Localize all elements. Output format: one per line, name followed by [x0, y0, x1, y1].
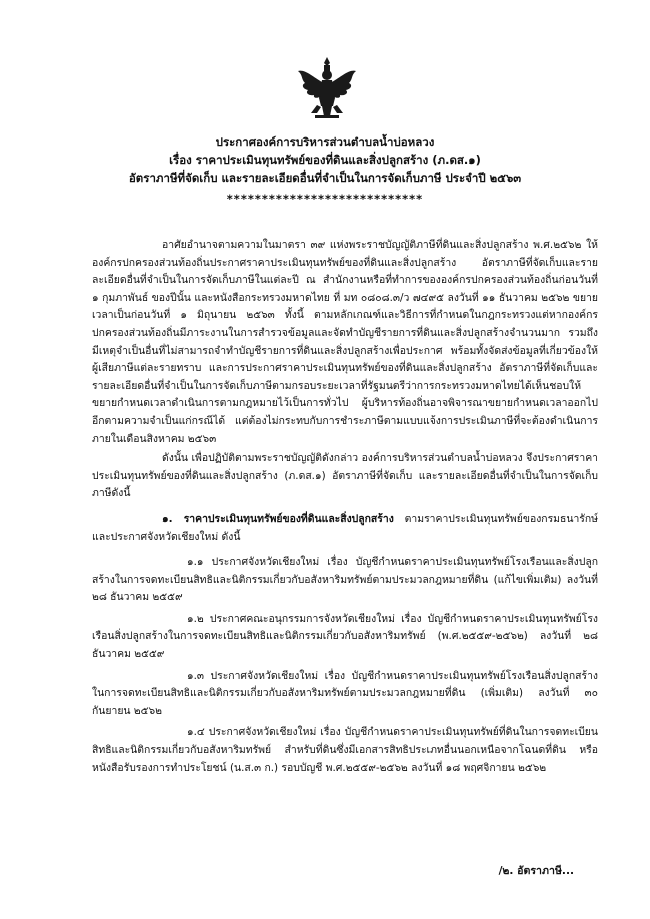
header-tax-rate-line: อัตราภาษีที่จัดเก็บ และรายละเอียดอื่นที่จำเป็นในการจัดเก็บภาษี ประจำปี ๒๕๖๓ — [128, 171, 522, 185]
section-1-heading: ๑. ราคาประเมินทุนทรัพย์ของที่ดินและสิ่งปลูกสร้าง — [162, 512, 394, 525]
section-1-paragraph — [92, 511, 598, 546]
intro-paragraph: อาศัยอำนาจตามความในมาตรา ๓๙ แห่งพระราชบัญญัติภาษีที่ดินและสิ่งปลูกสร้าง พ.ศ.๒๕๖๒ ให้องค์กรปกครองส่วนท้องถิ่นประกาศราคาประเมินทุนทรัพย์ของที่ดินและสิ่งปลูกสร้าง อัตราภาษีที่จัดเก็บและรายละเอียดอื่นที่จำเป็นในการจัดเก็บภาษีในแต่ละปี ณ สำนักงานหรือที่ทำการขององค์กรปกครองส่วนท้องถิ่นก่อนวันที่ ๑ กุมภาพันธ์ ของปีนั้น และหนังสือกระทรวงมหาดไทย ที่ มท ๐๘๐๘.๓/ว ๗๔๙๕ ลงวันที่ ๑๑ ธันวาคม ๒๕๖๒ ขยายเวลาเป็นก่อนวันที่ ๑ มิถุนายน ๒๕๖๓ ทั้งนี้ ตามหลักเกณฑ์และวิธีการที่กำหนดในกฎกระทรวงแต่หากองค์กรปกครองส่วนท้องถิ่นมีภาระงานในการสำรวจข้อมูลและจัดทำบัญชีรายการที่ดินและสิ่งปลูกสร้างจำนวนมาก รวมถึงมีเหตุจำเป็นอื่นที่ไม่สามารถจำทำบัญชีรายการที่ดินและสิ่งปลูกสร้างเพื่อประกาศ พร้อมทั้งจัดส่งข้อมูลที่เกี่ยวข้องให้ผู้เสียภาษีแต่ละรายทราบ และการประกาศราคาประเมินทุนทรัพย์ของที่ดินและสิ่งปลูกสร้าง อัตราภาษีที่จัดเก็บและรายละเอียดอื่นที่จำเป็นในการจัดเก็บภาษีตามกรอบระยะเวลาที่รัฐมนตรีว่าการกระทรวงมหาดไทยได้เห็นชอบให้ขยายกำหนดเวลาดำเนินการตามกฎหมายไว้เป็นการทั่วไป ผู้บริหารท้องถิ่นอาจพิจารณาขยายกำหนดเวลาออกไปอีกตามความจำเป็นแก่กรณีได้ แต่ต้องไม่กระทบกับการชำระภาษีตามแบบแจ้งการประเมินภาษีที่จะต้องดำเนินการภายในเดือนสิงหาคม ๒๕๖๓ — [92, 239, 598, 445]
announcement-header — [60, 133, 590, 208]
header-divider-stars: **************************** — [226, 192, 424, 206]
page-continuation: /๒. อัตราภาษี... — [498, 865, 574, 877]
list-item: ๑.๒ ประกาศคณะอนุกรรมการจังหวัดเชียงใหม่ เรื่อง บัญชีกำหนดราคาประเมินทุนทรัพย์โรงเรือนสิ่งปลูกสร้างในการจดทะเบียนสิทธิและนิติกรรมเกี่ยวกับอสังหาริมทรัพย์ (พ.ศ.๒๕๕๙-๒๕๖๒) ลงวันที่ ๒๘ ธันวาคม ๒๕๕๙ — [92, 612, 598, 661]
document-body — [92, 237, 598, 777]
header-organization: ประกาศองค์การบริหารส่วนตำบลน้ำบ่อหลวง — [215, 135, 435, 149]
garuda-emblem-icon — [295, 55, 359, 121]
list-item: ๑.๔ ประกาศจังหวัดเชียงใหม่ เรื่อง บัญชีกำหนดราคาประเมินทุนทรัพย์ที่ดินในการจดทะเบียนสิทธิและนิติกรรมเกี่ยวกับอสังหาริมทรัพย์ สำหรับที่ดินซึ่งมีเอกสารสิทธิประเภทอื่นนอกเหนือจากโฉนดที่ดิน หรือหนังสือรับรองการทำประโยชน์ (น.ส.๓ ก.) รอบบัญชี พ.ศ.๒๕๕๙-๒๕๖๒ ลงวันที่ ๑๘ พฤศจิกายน ๒๕๖๒ — [92, 726, 598, 774]
header-subject: เรื่อง ราคาประเมินทุนทรัพย์ของที่ดินและสิ่งปลูกสร้าง (ภ.ดส.๑) — [169, 153, 481, 167]
section-1-text: ตามราคาประเมินทุนทรัพย์ของกรมธนารักษ์และประกาศจังหวัดเชียงใหม่ ดังนี้ — [92, 512, 598, 543]
second-paragraph: ดังนั้น เพื่อปฏิบัติตามพระราชบัญญัติดังกล่าว องค์การบริหารส่วนตำบลน้ำบ่อหลวง จึงประกาศราคาประเมินทุนทรัพย์ของที่ดินและสิ่งปลูกสร้าง (ภ.ดส.๑) อัตราภาษีที่จัดเก็บ และรายละเอียดอื่นที่จำเป็นในการจัดเก็บภาษีดังนี้ — [92, 452, 598, 500]
list-item: ๑.๓ ประกาศจังหวัดเชียงใหม่ เรื่อง บัญชีกำหนดราคาประเมินทุนทรัพย์โรงเรือนสิ่งปลูกสร้างในการจดทะเบียนสิทธิและนิติกรรมเกี่ยวกับอสังหาริมทรัพย์ตามประมวลกฎหมายที่ดิน (เพิ่มเติม) ลงวันที่ ๓๐ กันยายน ๒๕๖๒ — [92, 669, 598, 717]
list-item: ๑.๑ ประกาศจังหวัดเชียงใหม่ เรื่อง บัญชีกำหนดราคาประเมินทุนทรัพย์โรงเรือนและสิ่งปลูกสร้างในการจดทะเบียนสิทธิและนิติกรรมเกี่ยวกับอสังหาริมทรัพย์ตามประมวลกฎหมายที่ดิน (แก้ไขเพิ่มเติม) ลงวันที่ ๒๘ ธันวาคม ๒๕๕๙ — [92, 556, 598, 604]
